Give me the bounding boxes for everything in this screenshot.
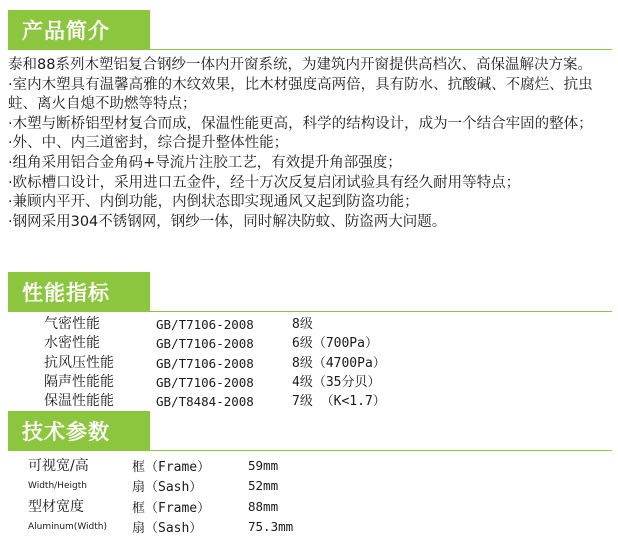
tech-row (28, 496, 293, 517)
tech-divider (8, 450, 612, 451)
tech-part: 扇（Sash） (132, 480, 203, 496)
tech-part: 框（Frame） (132, 500, 211, 516)
performance-grade: 4级（35分贝） (292, 374, 381, 390)
tech-section-header (0, 411, 618, 451)
performance-standard: GB/T7106-2008 (156, 374, 254, 390)
performance-row (44, 354, 386, 373)
intro-section-title: 产品简介 (22, 19, 110, 43)
intro-bullet: ·外、中、内三道密封，综合提升整体性能； (8, 135, 289, 152)
intro-text (8, 56, 612, 232)
performance-name: 隔声性能能 (44, 373, 114, 390)
tech-part: 扇（Sash） (132, 521, 203, 537)
intro-paragraph: 泰和88系列木塑铝复合钢纱一体内开窗系统，为建筑内开窗提供高档次、高保温解决方案。 (8, 57, 592, 73)
performance-standard: GB/T7106-2008 (156, 355, 254, 371)
tech-label: 可视宽/高 (28, 458, 89, 475)
tech-label: 型材宽度 (28, 499, 84, 516)
tech-value: 88mm (248, 498, 279, 514)
performance-name: 气密性能 (44, 316, 100, 332)
tech-value: 59mm (248, 457, 279, 473)
intro-section-header (0, 10, 618, 50)
intro-bullet: ·兼顾内平开、内倒功能，内倒状态即实现通风又起到防盗功能； (8, 194, 419, 211)
tech-value: 75.3mm (248, 519, 294, 535)
performance-grade: 8级 (292, 317, 313, 332)
performance-standard: GB/T7106-2008 (156, 317, 254, 332)
performance-standard: GB/T7106-2008 (156, 336, 254, 352)
performance-grade: 8级（4700Pa） (292, 355, 386, 371)
performance-row (44, 315, 386, 334)
intro-divider (8, 49, 612, 50)
performance-standard: GB/T8484-2008 (156, 394, 254, 410)
performance-table (44, 315, 386, 411)
intro-bullet: ·木塑与断桥铝型材复合而成，保温性能更高，科学的结构设计，成为一个结合牢固的整体； (8, 115, 593, 132)
performance-row (44, 334, 386, 353)
intro-bullet: ·钢网采用304不锈钢网，钢纱一体，同时解决防蚊、防盗两大问题。 (8, 213, 447, 230)
performance-grade: 7级 （K<1.7） (292, 394, 386, 410)
performance-row (44, 373, 386, 392)
performance-name: 抗风压性能 (44, 354, 114, 371)
tech-value: 52mm (248, 478, 279, 494)
performance-row (44, 392, 386, 411)
tech-part: 框（Frame） (132, 459, 211, 475)
performance-section-title: 性能指标 (22, 281, 110, 305)
tech-row (28, 455, 293, 476)
performance-divider (8, 311, 612, 312)
intro-bullet: ·组角采用铝合金角码+导流片注胶工艺，有效提升角部强度； (8, 154, 402, 171)
performance-grade: 6级（700Pa） (292, 336, 378, 352)
tech-section-tab (8, 411, 150, 451)
tech-label: Width/Heigth (28, 480, 87, 491)
intro-bullet: ·室内木塑具有温馨高雅的木纹效果，比木材强度高两倍，具有防水、抗酸碱、不腐烂、抗虫蛀、离火自熄不助燃等特点； (8, 76, 593, 113)
tech-label: Aluminum(Width) (28, 521, 107, 532)
performance-name: 水密性能 (44, 335, 100, 352)
tech-row (28, 476, 293, 497)
tech-section-title: 技术参数 (22, 420, 110, 444)
tech-row (28, 517, 293, 538)
performance-section-header (0, 272, 618, 312)
performance-name: 保温性能能 (44, 393, 114, 410)
intro-section-tab (8, 10, 150, 50)
performance-section-tab (8, 272, 150, 312)
intro-bullet: ·欧标槽口设计，采用进口五金件，经十万次反复启闭试验具有经久耐用等特点； (8, 174, 521, 191)
tech-table (28, 455, 293, 537)
